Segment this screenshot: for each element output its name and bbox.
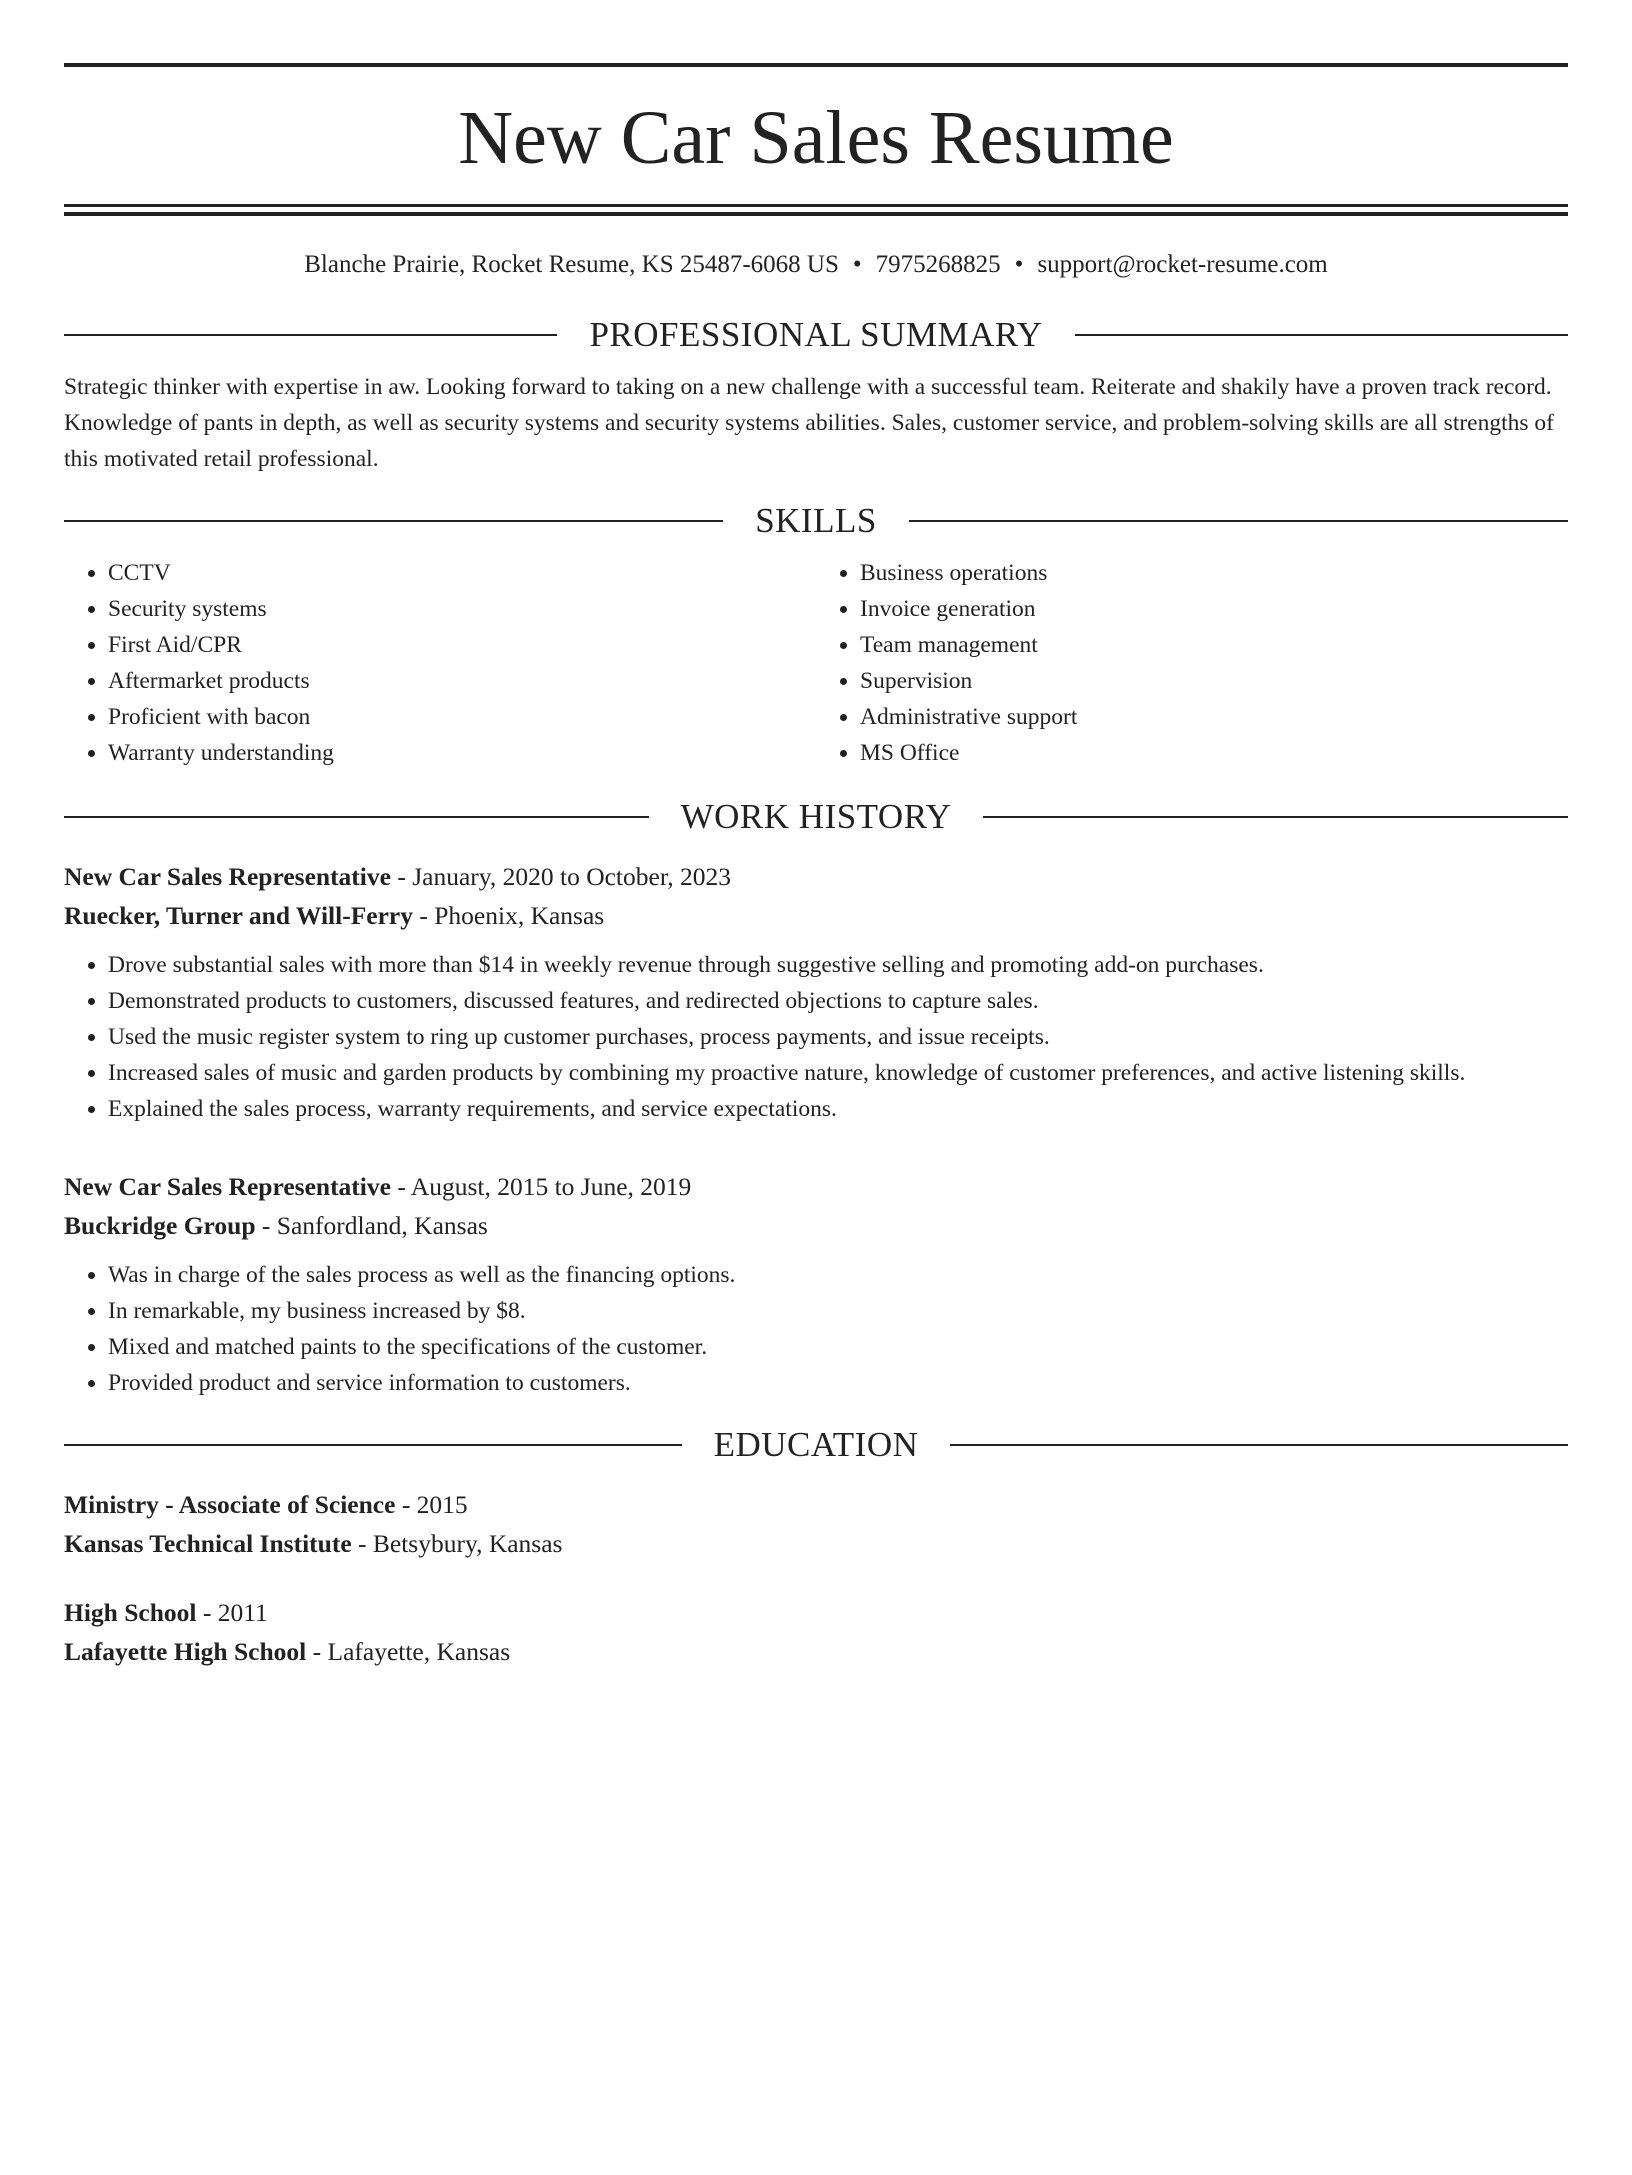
heading-rule-right bbox=[1075, 334, 1568, 336]
title-double-rule bbox=[64, 204, 1568, 216]
education-entry bbox=[64, 1485, 1568, 1563]
job-bullets bbox=[64, 947, 1568, 1127]
education-degree-line bbox=[64, 1593, 1568, 1632]
skill-item: • Supervision bbox=[860, 663, 1568, 699]
job-company: Buckridge Group bbox=[64, 1211, 256, 1240]
skills-list bbox=[64, 555, 1568, 771]
top-rule bbox=[64, 63, 1568, 67]
contact-address: Blanche Prairie, Rocket Resume, KS 25487-6068 US bbox=[304, 251, 839, 278]
skill-item: • Administrative support bbox=[860, 699, 1568, 735]
skill-item: • Business operations bbox=[860, 555, 1568, 591]
job-bullet: • Increased sales of music and garden products by combining my proactive nature, knowledge of customer preferences, and active listening skills. bbox=[108, 1055, 1568, 1091]
education-heading-label: EDUCATION bbox=[713, 1425, 919, 1464]
skills-column-right bbox=[816, 555, 1568, 771]
education-location: - Betsybury, Kansas bbox=[351, 1529, 563, 1558]
skill-item: • Invoice generation bbox=[860, 591, 1568, 627]
resume-page bbox=[0, 63, 1632, 2175]
skills-heading-label: SKILLS bbox=[755, 501, 877, 540]
education-year: - 2011 bbox=[196, 1598, 268, 1627]
job-title: New Car Sales Representative bbox=[64, 862, 391, 891]
skill-item: • Aftermarket products bbox=[108, 663, 816, 699]
job-title-line bbox=[64, 1167, 1568, 1206]
job-bullet: • Was in charge of the sales process as well as the financing options. bbox=[108, 1257, 1568, 1293]
education-degree: Ministry - Associate of Science bbox=[64, 1490, 396, 1519]
education-degree: High School bbox=[64, 1598, 197, 1627]
job-location: - Phoenix, Kansas bbox=[413, 901, 605, 930]
education-school: Lafayette High School bbox=[64, 1637, 307, 1666]
heading-rule-left bbox=[64, 1444, 682, 1446]
skill-item: • Team management bbox=[860, 627, 1568, 663]
skill-item: • MS Office bbox=[860, 735, 1568, 771]
heading-rule-right bbox=[983, 816, 1568, 818]
skills-column-left bbox=[64, 555, 816, 771]
education-degree-line bbox=[64, 1485, 1568, 1524]
education-entry bbox=[64, 1593, 1568, 1671]
job-title-line bbox=[64, 857, 1568, 896]
job-location: - Sanfordland, Kansas bbox=[255, 1211, 488, 1240]
job-bullet: • Mixed and matched paints to the specifications of the customer. bbox=[108, 1329, 1568, 1365]
contact-separator: • bbox=[852, 251, 862, 278]
job-bullets bbox=[64, 1257, 1568, 1401]
education-section-heading bbox=[64, 1423, 1568, 1467]
work-section-heading bbox=[64, 795, 1568, 839]
summary-heading-label: PROFESSIONAL SUMMARY bbox=[589, 315, 1043, 354]
skill-item: • Proficient with bacon bbox=[108, 699, 816, 735]
job-company-line bbox=[64, 1206, 1568, 1245]
job-bullet: • Provided product and service information to customers. bbox=[108, 1365, 1568, 1401]
job-company-line bbox=[64, 896, 1568, 935]
skill-item: • Security systems bbox=[108, 591, 816, 627]
education-school: Kansas Technical Institute bbox=[64, 1529, 352, 1558]
job-bullet: • Used the music register system to ring up customer purchases, process payments, and issue receipts. bbox=[108, 1019, 1568, 1055]
summary-text: Strategic thinker with expertise in aw. Looking forward to taking on a new challenge with a successful team. Reiterate and shakily have a proven track record. Knowledge of pants in depth, as well as security systems and security systems abilities. Sales, customer service, and problem-solving skills are all strengths of this motivated retail professional. bbox=[64, 374, 1554, 472]
contact-separator: • bbox=[1014, 251, 1024, 278]
job-entry bbox=[64, 857, 1568, 1127]
contact-email: support@rocket-resume.com bbox=[1037, 251, 1328, 278]
job-bullet: • Explained the sales process, warranty requirements, and service expectations. bbox=[108, 1091, 1568, 1127]
skill-item: • Warranty understanding bbox=[108, 735, 816, 771]
heading-rule-right bbox=[950, 1444, 1568, 1446]
heading-rule-right bbox=[909, 520, 1568, 522]
education-year: - 2015 bbox=[395, 1490, 468, 1519]
summary-section-heading bbox=[64, 313, 1568, 357]
contact-phone: 7975268825 bbox=[875, 251, 1001, 278]
education-school-line bbox=[64, 1632, 1568, 1671]
work-heading-label: WORK HISTORY bbox=[680, 797, 952, 836]
job-company: Ruecker, Turner and Will-Ferry bbox=[64, 901, 413, 930]
job-dates: - August, 2015 to June, 2019 bbox=[390, 1172, 692, 1201]
job-bullet: • In remarkable, my business increased by $8. bbox=[108, 1293, 1568, 1329]
skill-item: • CCTV bbox=[108, 555, 816, 591]
education-school-line bbox=[64, 1524, 1568, 1563]
resume-title: New Car Sales Resume bbox=[458, 96, 1174, 180]
job-bullet: • Demonstrated products to customers, discussed features, and redirected objections to capture sales. bbox=[108, 983, 1568, 1019]
education-location: - Lafayette, Kansas bbox=[306, 1637, 511, 1666]
contact-line bbox=[64, 249, 1568, 281]
skill-item: • First Aid/CPR bbox=[108, 627, 816, 663]
skills-section-heading bbox=[64, 499, 1568, 543]
job-title: New Car Sales Representative bbox=[64, 1172, 391, 1201]
heading-rule-left bbox=[64, 520, 723, 522]
heading-rule-left bbox=[64, 816, 649, 818]
heading-rule-left bbox=[64, 334, 557, 336]
job-bullet: • Drove substantial sales with more than $14 in weekly revenue through suggestive selling and promoting add-on purchases. bbox=[108, 947, 1568, 983]
job-entry bbox=[64, 1167, 1568, 1401]
job-dates: - January, 2020 to October, 2023 bbox=[390, 862, 732, 891]
